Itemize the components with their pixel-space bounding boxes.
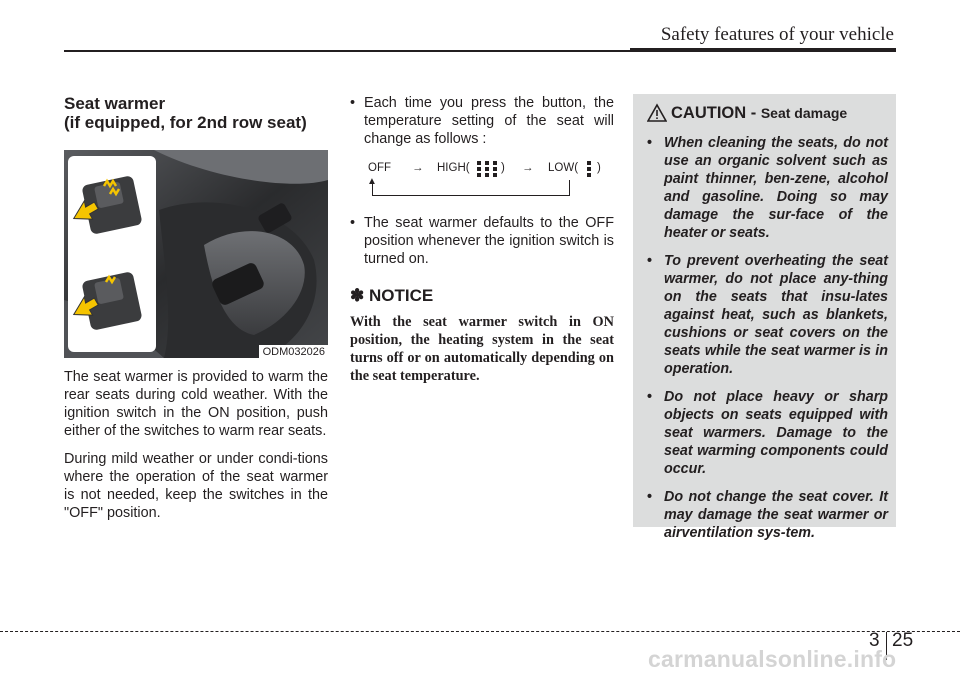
section-title-line1: Seat warmer xyxy=(64,94,166,113)
caution-item xyxy=(647,134,888,242)
caution-item xyxy=(647,388,888,478)
seq-return-line-right xyxy=(569,180,570,196)
seq-off: OFF xyxy=(368,162,391,174)
caution-item-text: Do not change the seat cover. It may damage the seat warmer or airventilation sys-tem. xyxy=(664,489,888,541)
heat-level-low-icon xyxy=(583,160,595,181)
temperature-sequence-diagram xyxy=(350,160,614,202)
bullet-dot: • xyxy=(647,489,653,505)
bullet-dot: • xyxy=(647,253,653,269)
bullet-text: The seat warmer defaults to the OFF position whenever the ignition switch is turned on. xyxy=(364,215,614,267)
bullet-dot: • xyxy=(350,95,356,111)
seq-return-arrowhead-icon: ▲ xyxy=(367,176,377,187)
switch-inset-illustration xyxy=(68,156,156,352)
seq-high-close: ) xyxy=(501,162,505,174)
bullet-dot: • xyxy=(647,389,653,405)
bullet-dot: • xyxy=(350,215,356,231)
seq-arrow-2: → xyxy=(522,162,534,174)
caution-item-text: Do not place heavy or sharp objects on seats equipped with seat warmers. Damage to the seat warming components could occur. xyxy=(664,389,888,477)
section-title xyxy=(64,94,328,132)
footer-rule xyxy=(0,631,960,632)
caution-item xyxy=(647,488,888,542)
warning-triangle-icon xyxy=(647,103,667,123)
heat-level-high-icon xyxy=(474,160,500,181)
caution-item-text: To prevent overheating the seat warmer, do not place any-thing on the seats that insu-lates against heat, such as blankets, cushions or seat covers on the seats while the seat warmer is in operation. xyxy=(664,253,888,377)
seq-low-close: ) xyxy=(597,162,601,174)
bullet-dot: • xyxy=(647,135,653,151)
body-paragraph-2: During mild weather or under condi-tions where the operation of the seat warmer is not needed, keep the switches in the "OFF" position. xyxy=(64,451,328,521)
seq-return-line xyxy=(372,195,570,196)
chapter-number: 3 xyxy=(869,630,880,651)
switch-inset-panel xyxy=(68,156,156,352)
caution-item-text: When cleaning the seats, do not use an organic solvent such as paint thinner, ben-zene, alcohol and gasoline. Doing so may damage the sur-face of the heater or seats. xyxy=(664,135,888,241)
seat-warmer-switch-figure xyxy=(64,150,328,358)
left-column xyxy=(64,94,328,522)
section-title-line2: (if equipped, for 2nd row seat) xyxy=(64,113,307,132)
body-paragraph-1: The seat warmer is provided to warm the rear seats during cold weather. With the ignition switch in the ON position, push either of the switches to warm rear seats. xyxy=(64,369,328,439)
bullet-text: Each time you press the button, the temperature setting of the seat will change as follows : xyxy=(364,95,614,147)
seq-high-open: HIGH( xyxy=(437,162,470,174)
bullet-item xyxy=(350,214,614,268)
notice-body: With the seat warmer switch in ON position, the heating system in the seat turns off or on automatically depending on the seat temperature. xyxy=(350,314,614,384)
header-rule-accent xyxy=(630,48,896,52)
middle-column xyxy=(350,94,614,385)
seq-arrow-1: → xyxy=(412,162,424,174)
watermark: carmanualsonline.info xyxy=(648,646,897,672)
page-number: 25 xyxy=(892,630,914,651)
notice-title: ✽ NOTICE xyxy=(350,286,434,305)
caution-box xyxy=(633,94,896,541)
caution-item xyxy=(647,252,888,378)
seq-low-open: LOW( xyxy=(548,162,579,174)
caution-heading xyxy=(647,104,888,126)
caution-label: CAUTION - xyxy=(671,104,761,122)
caution-subtitle: Seat damage xyxy=(760,105,848,121)
page-header-title: Safety features of your vehicle xyxy=(660,24,894,45)
bullet-item xyxy=(350,94,614,148)
figure-code: ODM032026 xyxy=(259,345,328,358)
